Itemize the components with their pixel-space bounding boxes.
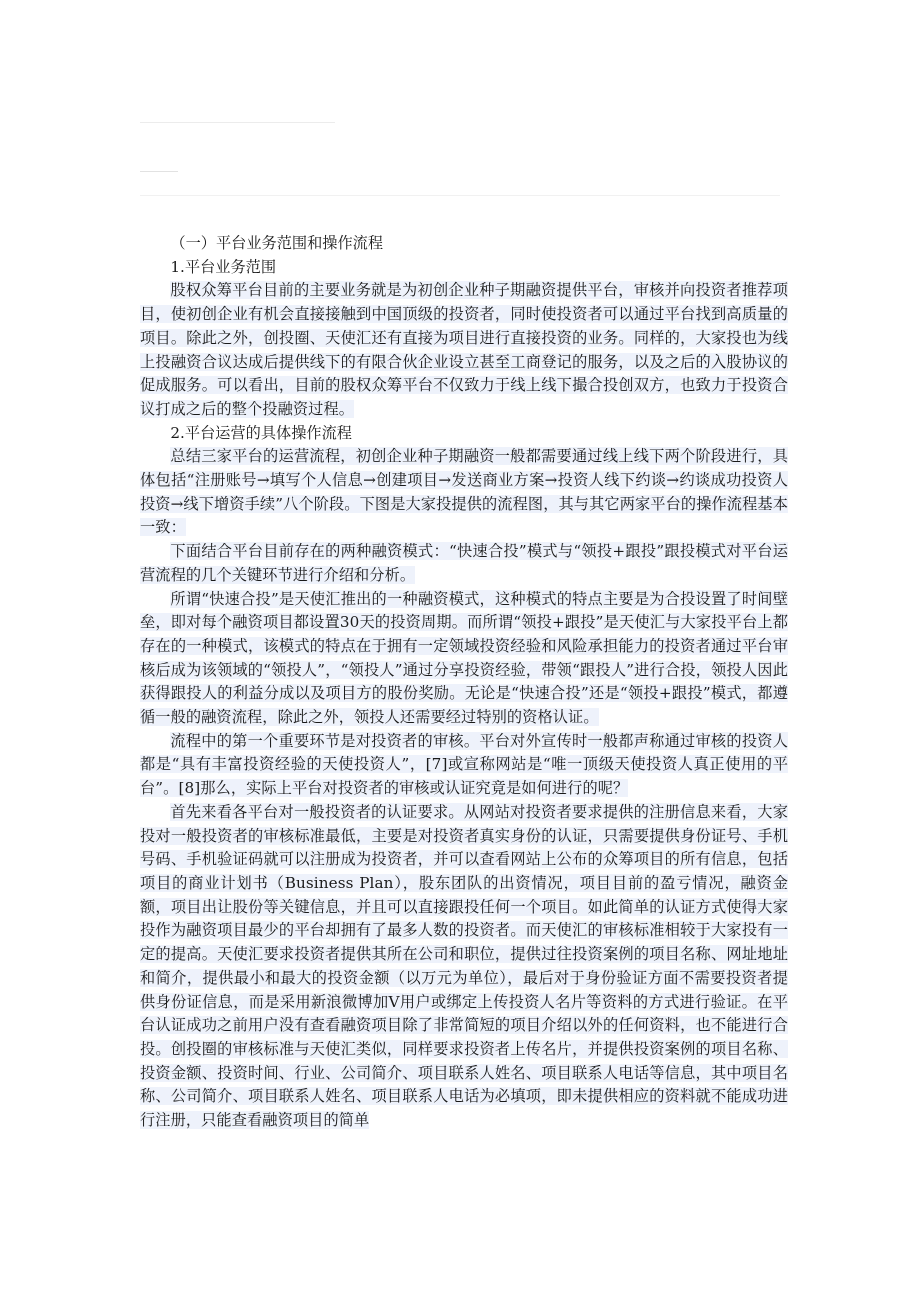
header-rule-short <box>140 171 178 172</box>
paragraph-business-scope: 股权众筹平台目前的主要业务就是为初创企业种子期融资提供平台，审核并向投资者推荐项目，使初创企业有机会直接接触到中国顶级的投资者，同时使投资者可以通过平台找到高质量的项目。除此之外，创投圈、天使汇还有直接为项目进行直接投资的业务。同样的，大家投也为线上投融资合议达成后提供线下的有限合伙企业设立甚至工商登记的服务，以及之后的入股协议的促成服务。可以看出，目前的股权众筹平台不仅致力于线上线下撮合投创双方，也致力于投资合议打成之后的整个投融资过程。 <box>140 281 788 418</box>
paragraph-quick-coinvest: 所谓“快速合投”是天使汇推出的一种融资模式，这种模式的特点主要是为合投设置了时间壁垒，即对每个融资项目都设置30天的投资周期。而所谓“领投+跟投”是天使汇与大家投平台上都存在的一种模式，该模式的特点在于拥有一定领域投资经验和风险承担能力的投资者通过平台审核后成为该领域的“领投人”，“领投人”通过分享投资经验，带领“跟投人”进行合投，领投人因此获得跟投人的利益分成以及项目方的股份奖励。无论是“快速合投”还是“领投+跟投”模式，都遵循一般的融资流程，除此之外，领投人还需要经过特别的资格认证。 <box>140 589 788 727</box>
header-rule-top <box>140 122 335 123</box>
paragraph-operation-flow: 总结三家平台的运营流程，初创企业种子期融资一般都需要通过线上线下两个阶段进行，具体包括“注册账号→填写个人信息→创建项目→发送商业方案→投资人线下约谈→约谈成功投资人投资→线下增资手续”八个阶段。下图是大家投提供的流程图，其与其它两家平台的操作流程基本一致： <box>140 447 788 537</box>
subsection-heading-operation-flow: 2.平台运营的具体操作流程 <box>170 423 352 442</box>
paragraph-investor-certification: 首先来看各平台对一般投资者的认证要求。从网站对投资者要求提供的注册信息来看，大家投对一般投资者的审核标准最低，主要是对投资者真实身份的认证，只需要提供身份证号、手机号码、手机验证码就可以注册成为投资者，并可以查看网站上公布的众筹项目的所有信息，包括项目的商业计划书（Business Plan），股东团队的出资情况，项目目前的盈亏情况，融资金额，项目出让股份等关键信息，并且可以直接跟投任何一个项目。如此简单的认证方式使得大家投作为融资项目最少的平台却拥有了最多人数的投资者。而天使汇的审核标准相较于大家投有一定的提高。天使汇要求投资者提供其所在公司和职位，提供过往投资案例的项目名称、网址地址和简介，提供最小和最大的投资金额（以万元为单位），最后对于身份验证方面不需要投资者提供身份证信息，而是采用新浪微博加V用户或绑定上传投资人名片等资料的方式进行验证。在平台认证成功之前用户没有查看融资项目除了非常简短的项目介绍以外的任何资料，也不能进行合投。创投圈的审核标准与天使汇类似，同样要求投资者上传名片，并提供投资案例的项目名称、投资金额、投资时间、行业、公司简介、项目联系人姓名、项目联系人电话等信息，其中项目名称、公司简介、项目联系人姓名、项目联系人电话为必填项，即未提供相应的资料就不能成功进行注册，只能查看融资项目的简单 <box>140 802 788 1130</box>
paragraph-financing-modes: 下面结合平台目前存在的两种融资模式：“快速合投”模式与“领投+跟投”跟投模式对平台运营流程的几个关键环节进行介绍和分析。 <box>140 542 788 584</box>
subsection-heading-business-scope: 1.平台业务范围 <box>170 257 277 276</box>
header-rule-long <box>140 195 780 196</box>
section-heading: （一）平台业务范围和操作流程 <box>170 234 384 252</box>
paragraph-investor-review: 流程中的第一个重要环节是对投资者的审核。平台对外宣传时一般都声称通过审核的投资人都是“具有丰富投资经验的天使投资人”，[7]或宣称网站是“唯一顶级天使投资人真正使用的平台”。[8]那么，实际上平台对投资者的审核或认证究竟是如何进行的呢？ <box>140 731 788 798</box>
document-body <box>140 232 788 1133</box>
